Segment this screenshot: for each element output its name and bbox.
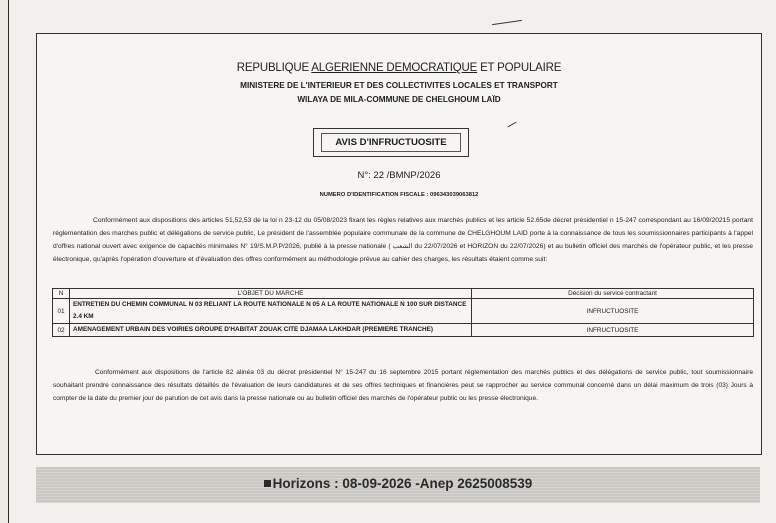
row-decision: INFRUCTUOSITE — [472, 299, 754, 324]
fiscal-id: NUMERO D'IDENTIFICATION FISCALE : 096343039063812 — [319, 192, 479, 198]
row-object: ENTRETIEN DU CHEMIN COMMUNAL N 03 RELIANT LA ROUTE NATIONALE N 05 A LA ROUTE NATIONALE N 100 SUR DISTANCE 2.4 KM — [70, 299, 472, 324]
wilaya-heading: WILAYA DE MILA-COMMUNE DE CHELGHOUM LAÏD — [297, 95, 501, 104]
col-object-header: L'OBJET DU MARCHE — [70, 289, 472, 299]
col-decision-header: Décision du service contractant — [472, 289, 754, 299]
square-bullet-icon — [264, 480, 271, 487]
row-number: 02 — [53, 324, 70, 337]
intro-paragraph: Conformément aux dispositions des articles 51,52,53 de la loi n 23-12 du 05/08/2023 fixant les règles relatives aux marchés publics et les article 52.65de décret présidentiel n 15-247 correspondant au 16/09/20215 portant réglementation des marches public et délégations de service public, Le président de l'assemblée populaire communale de la commune de CHELGHOUM LAID porte à la connaissance de tous les soumissionnaires participants à l'appel d'offres national ouvert avec exigence de capacités minimales N° 19/S.M.P.P/2026, publié à la presse nationale ( الشعب du 22/07/2026 et HORIZON du 22/07/2026) et au bulletin officiel des marchés de l'opérateur public, et les presse électronique, qu'après l'opération d'ouverture et d'évaluation des offres conformément au méthodologie prévue au cahier des charges, les résultats étaient comme suit: — [53, 217, 753, 264]
closing-paragraph: Conformément aux dispositions de l'article 82 alinéa 03 du décret présidentiel N° 15-247 du 16 septembre 2015 portant réglementation des marchés publics et des délégations de service public, tout soumissionnaire souhaitant prendre connaissance des résultats détaillés de l'évaluation de leurs candidatures et de ses offres techniques et financières peut se rapprocher au service communal concerné dans un délai maximum de trois (03) Jours à compter de la date du premier jour de parution de cet avis dans la presse nationale ou au bulletin officiel des marchés de l'opérateur public ou les presse électronique. — [53, 369, 753, 403]
ministry-heading: MINISTERE DE L'INTERIEUR ET DES COLLECTIVITES LOCALES ET TRANSPORT — [240, 81, 558, 90]
scan-mark — [492, 20, 522, 25]
publication-text: Horizons : 08-09-2026 -Anep 2625008539 — [272, 476, 533, 491]
scan-mark — [507, 122, 516, 128]
publication-footer — [36, 467, 760, 503]
row-number: 01 — [53, 299, 70, 324]
notice-title: AVIS D'INFRUCTUOSITE — [321, 133, 461, 152]
republic-heading: REPUBLIQUE ALGERIENNE DEMOCRATIQUE ET POPULAIRE — [236, 62, 562, 74]
table-header-row — [53, 289, 754, 299]
row-object: AMENAGEMENT URBAIN DES VOIRIES GROUPE D'HABITAT ZOUAK CITE DJAMAA LAKHDAR (PREMIERE TRANCHE) — [70, 324, 472, 337]
table-row — [53, 299, 754, 324]
adjacent-column-border — [0, 0, 9, 523]
table-row — [53, 324, 754, 337]
notice-title-box — [313, 128, 469, 157]
results-table — [52, 288, 754, 337]
col-n-header: N — [53, 289, 70, 299]
notice-number: N°: 22 /BMNP/2026 — [357, 170, 441, 181]
tender-notice — [36, 33, 762, 455]
row-decision: INFRUCTUOSITE — [472, 324, 754, 337]
publication-info — [36, 476, 760, 491]
